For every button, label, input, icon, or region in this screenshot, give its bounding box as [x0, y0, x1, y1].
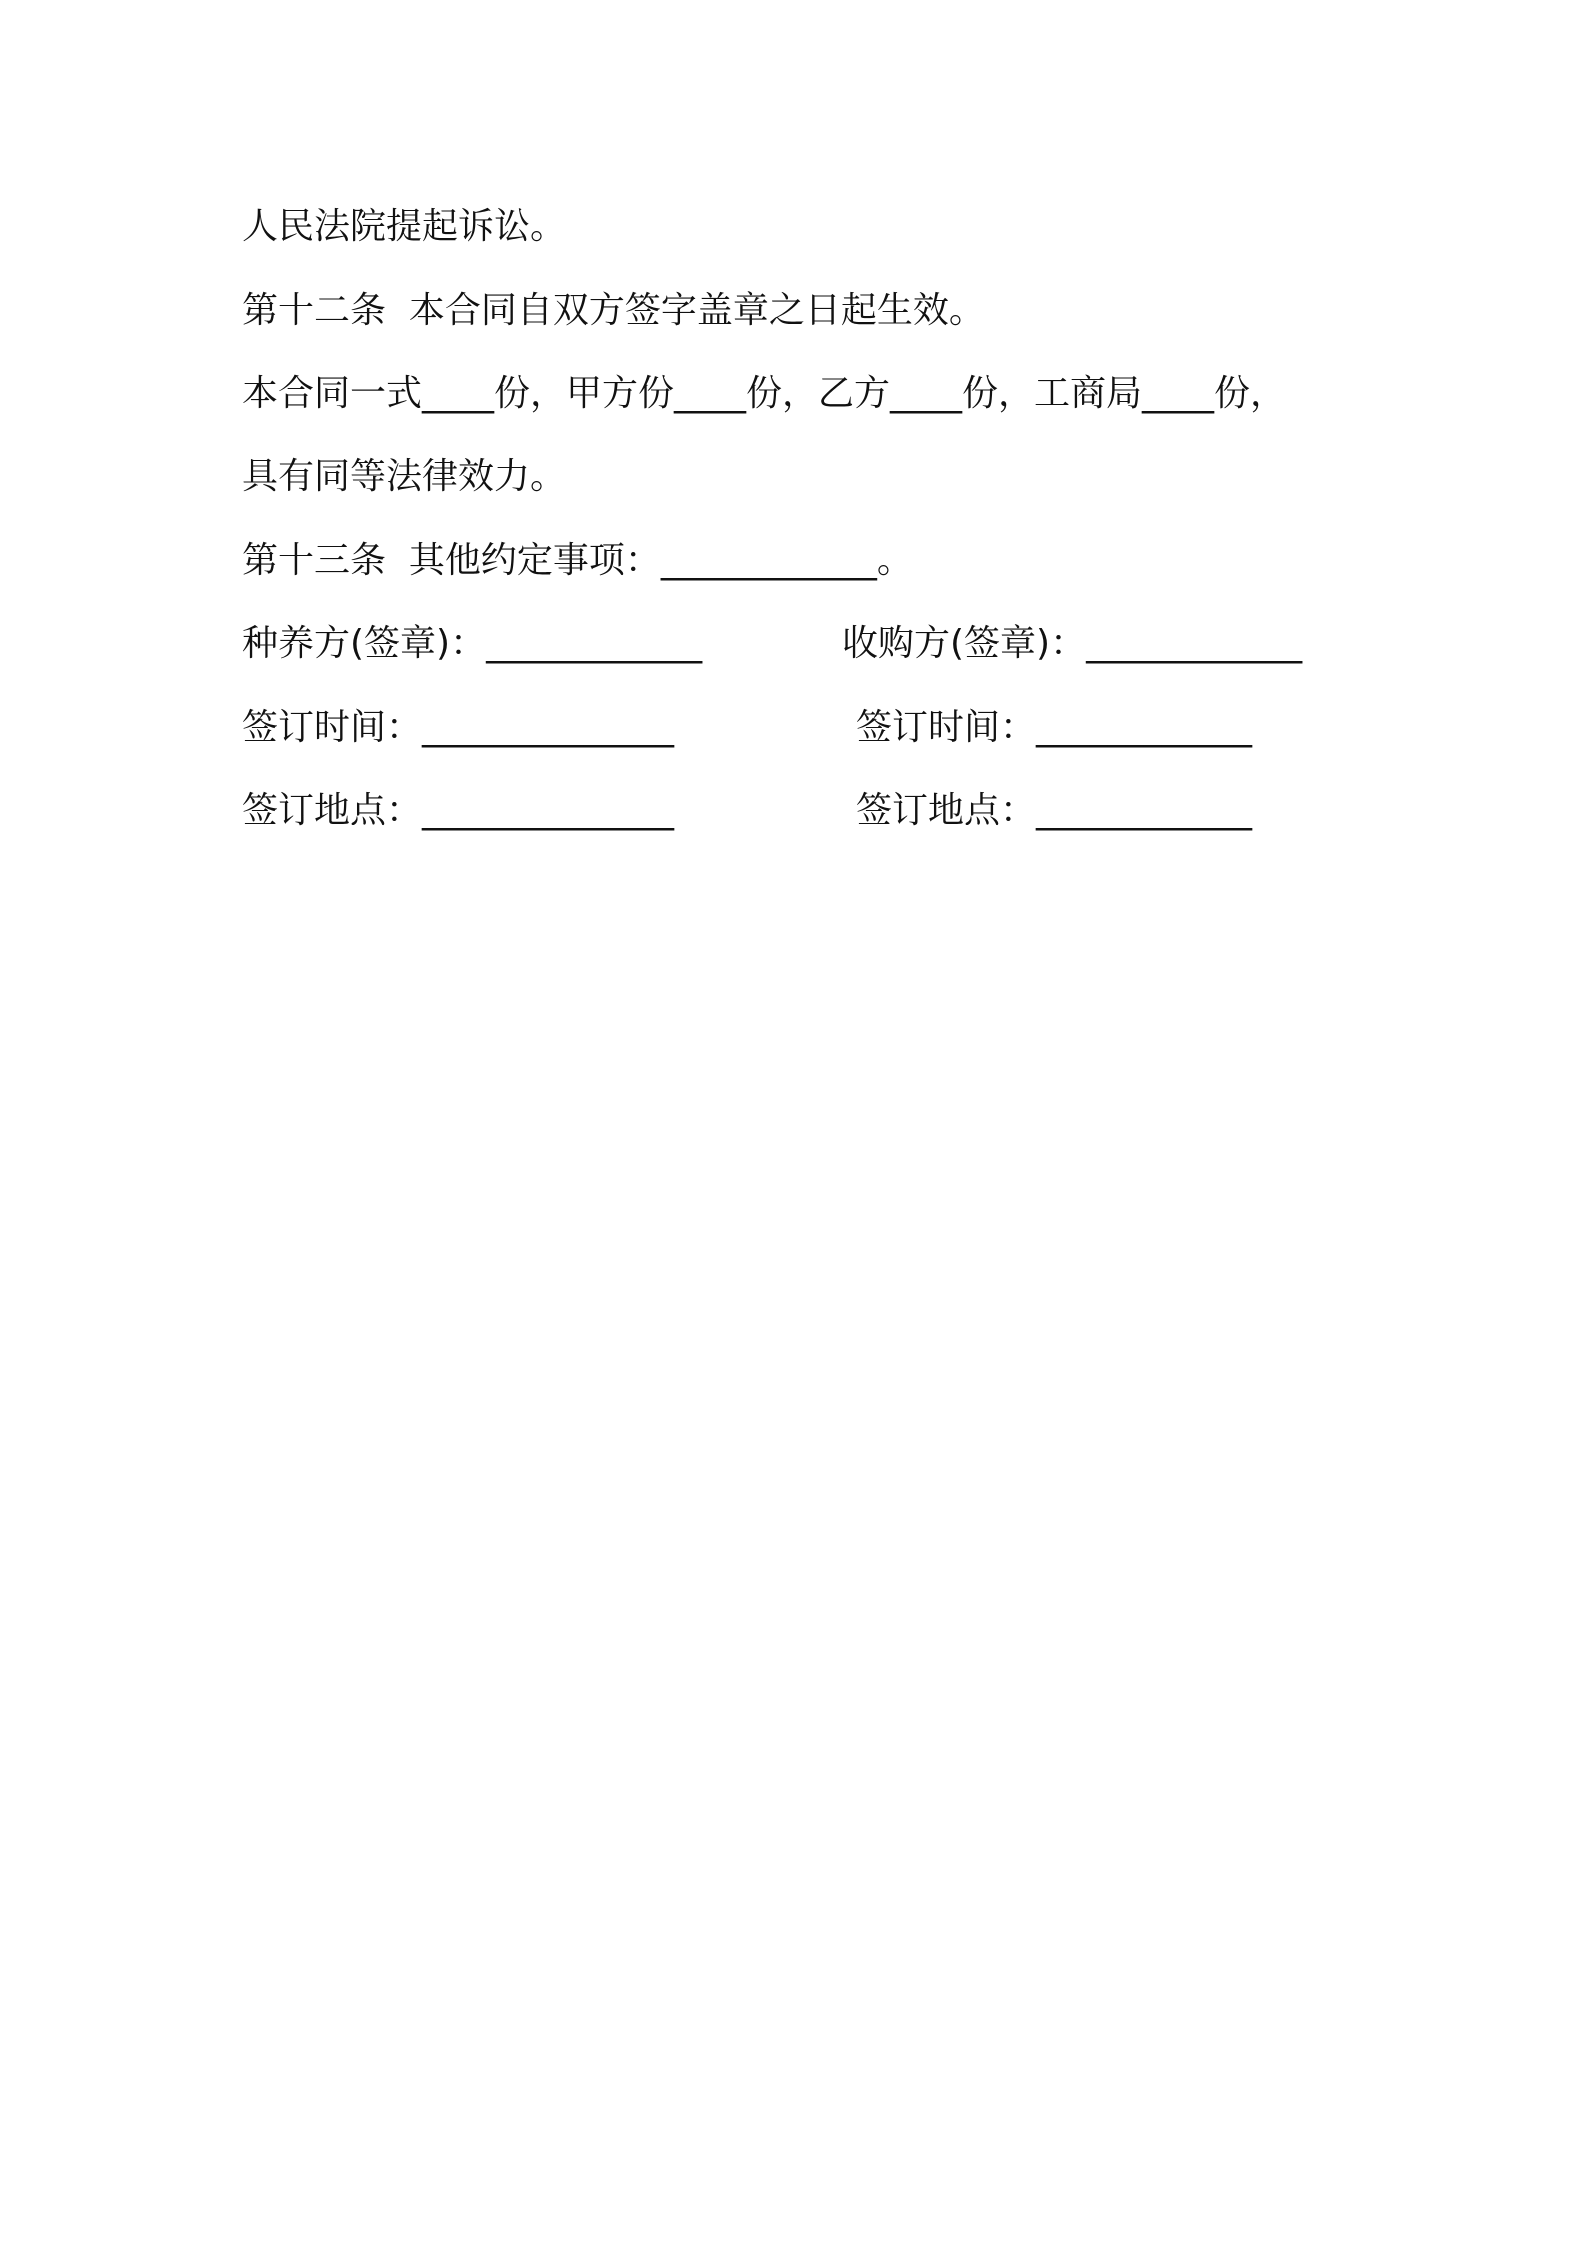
article-13-other-matters: 第十三条 其他约定事项：____________。 — [242, 540, 913, 581]
copies-clause: 本合同一式____份，甲方份____份，乙方____份，工商局____份， — [242, 373, 1287, 414]
buyer-signature-field: 收购方(签章)：____________ — [842, 623, 1303, 664]
paragraph-court-lawsuit: 人民法院提起诉讼。 — [242, 206, 567, 247]
right-signing-date-field: 签订时间：____________ — [856, 707, 1253, 748]
right-signing-place-field: 签订地点：____________ — [856, 790, 1253, 831]
grower-signature-field: 种养方(签章)：____________ — [242, 623, 703, 664]
left-signing-date-field: 签订时间：______________ — [242, 707, 675, 748]
equal-legal-effect: 具有同等法律效力。 — [242, 456, 567, 497]
left-signing-place-field: 签订地点：______________ — [242, 790, 675, 831]
article-12-effective: 第十二条 本合同自双方签字盖章之日起生效。 — [242, 290, 985, 331]
